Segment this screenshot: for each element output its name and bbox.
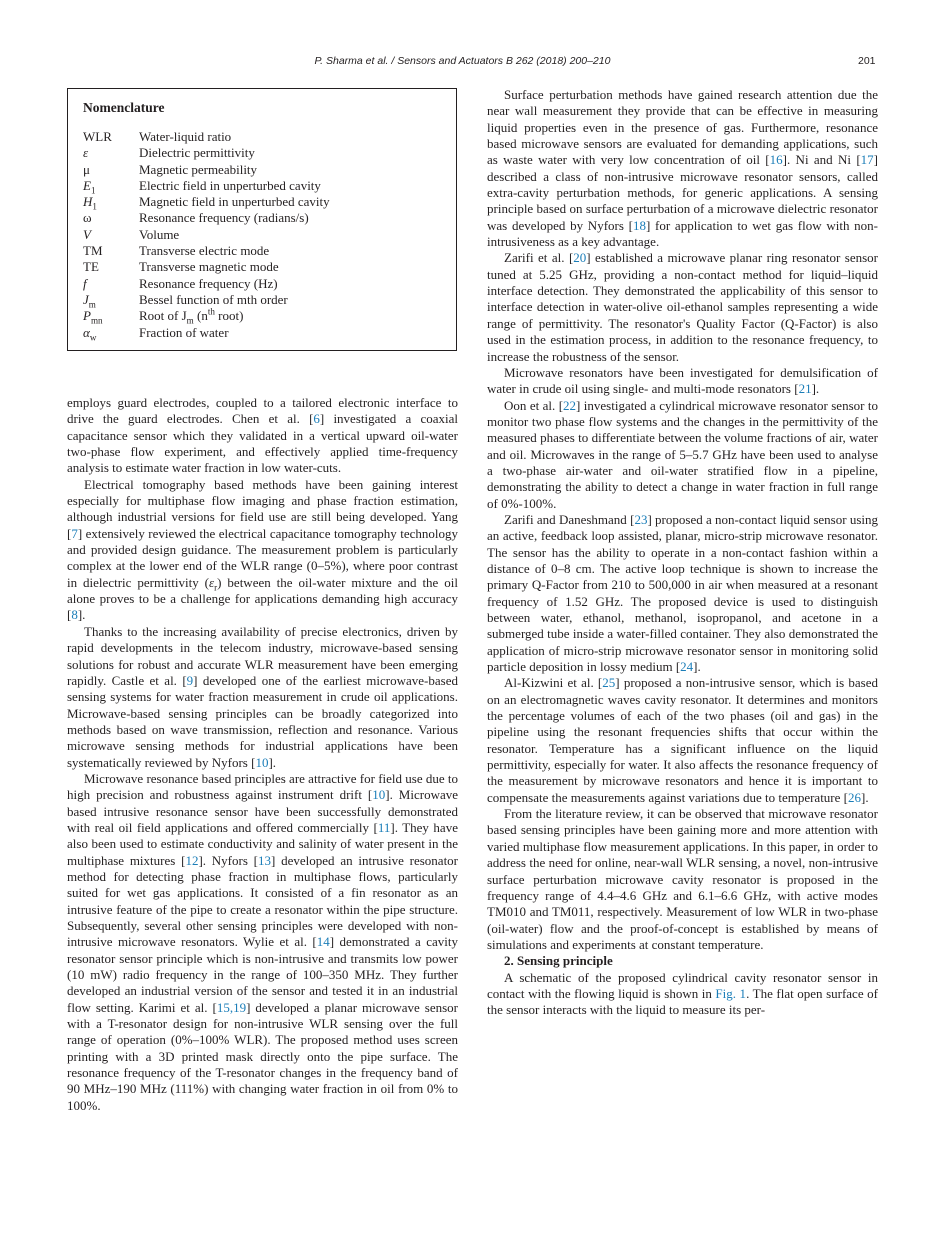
left-column xyxy=(67,395,458,1114)
text-run: TE xyxy=(83,259,99,275)
nomenclature-entry xyxy=(83,194,441,210)
nomenclature-entry xyxy=(83,178,441,194)
citation-link[interactable]: 22 xyxy=(563,397,577,413)
citation-link[interactable]: 24 xyxy=(680,659,694,675)
paragraph xyxy=(67,624,458,771)
text-run: ]. Nyfors [ xyxy=(198,852,259,868)
nomenclature-description xyxy=(139,308,243,324)
text-run: Electric field in unperturbed cavity xyxy=(139,177,321,193)
nomenclature-description xyxy=(139,325,229,341)
subscript: mn xyxy=(90,315,103,326)
subscript: m xyxy=(88,299,96,310)
nomenclature-entry xyxy=(83,227,441,243)
text-run: ] developed a planar microwave sensor with a T-resonator design for non-intrusive WLR sensing over the full range of operation (0%–100% WLR). The proposed method uses screen printing with a 3D printed mask directly onto the pipe surface. The resonance frequency of the T-resonator changes in the frequency band of 90 MHz–190 MHz (111%) with changing water fraction in oil from 0% to 100%. xyxy=(67,999,458,1113)
section-heading: 2. Sensing principle xyxy=(504,953,613,969)
text-run: Thanks to the increasing availability of precise electronics, driven by rapid developments in the telecom industry, microwave-based sensing solutions for robust and accurate WLR measurement have been emerging rapidly. Castle et al. [ xyxy=(67,623,458,688)
text-run: ]. xyxy=(811,381,820,397)
text-run: ] described a class of non-intrusive microwave resonator sensors, called extra-cavity perturbation methods, for generic applications. A sensing principle based on surface perturbation of a microwave dielectric resonator was developed by Nyfors [ xyxy=(487,152,878,233)
text-run: ]. xyxy=(77,607,86,623)
subscript: w xyxy=(89,332,97,343)
paragraph xyxy=(487,250,878,364)
text-run: Water-liquid ratio xyxy=(139,129,232,144)
text-run: Volume xyxy=(139,226,180,242)
paragraph xyxy=(487,512,878,675)
text-run: Microwave resonators have been investigated for demulsification of water in crude oil using single- and multi-mode resonators [ xyxy=(487,364,878,397)
citation-link[interactable]: 26 xyxy=(847,789,861,805)
paragraph xyxy=(67,477,458,624)
italic-symbol: ε xyxy=(83,145,89,161)
text-run: μ xyxy=(83,161,90,177)
citation-link[interactable]: 23 xyxy=(634,511,648,527)
nomenclature-description xyxy=(139,292,288,308)
paragraph xyxy=(67,771,458,1114)
nomenclature-entry xyxy=(83,259,441,275)
text-run: ] demonstrated a cavity resonator sensor principle which is non-intrusive and transmits low power (10 mW) radio frequency in the range of 100–350 MHz. They further developed an industrial version of the sensor and tested it in an industrial flow setting. Karimi et al. [ xyxy=(67,934,458,1015)
text-run: ]. They have also been used to estimate conductivity and salinity of water present in the multiphase mixtures [ xyxy=(67,819,458,868)
italic-symbol: H xyxy=(83,194,93,210)
italic-symbol: P xyxy=(83,308,91,324)
text-run: Microwave resonance based principles are attractive for field use due to high precision and robustness against instrument drift [ xyxy=(67,770,458,803)
paragraph xyxy=(67,395,458,477)
citation-link[interactable]: 13 xyxy=(258,852,272,868)
text-run: Magnetic permeability xyxy=(139,161,258,177)
paragraph xyxy=(487,675,878,806)
nomenclature-symbol xyxy=(83,210,139,226)
nomenclature-description xyxy=(139,178,321,194)
text-run: ] extensively reviewed the electrical capacitance tomography technology and provided design guidance. The measurement problem is particularly complex at the lower end of the WLR range (0–5%), where poor contrast in dielectric permittivity ( xyxy=(67,525,458,590)
text-run: ] established a microwave planar ring resonator sensor tuned at 5.25 GHz, providing a non-contact method for liquid–liquid interface detection. They demonstrated the applicability of this sensor to interface detection in water-olive oil-ethanol samples representing a wide range of permittivity. The resonator's Quality Factor (Q-Factor) is also used in the estimation process, in addition to the resonance frequency, to increase the robustness of the sensor. xyxy=(487,250,879,364)
nomenclature-entry xyxy=(83,276,441,292)
italic-symbol: ε xyxy=(209,574,215,590)
text-run: Root of J xyxy=(139,308,187,324)
nomenclature-title: Nomenclature xyxy=(83,100,165,115)
text-run: ]. Ni and Ni [ xyxy=(782,152,861,168)
citation-link[interactable]: 7 xyxy=(71,525,78,541)
italic-symbol: α xyxy=(83,324,90,340)
nomenclature-symbol xyxy=(83,145,139,161)
text-run: TM xyxy=(83,243,103,259)
paragraph xyxy=(487,806,878,953)
subscript: m xyxy=(186,315,194,326)
nomenclature-symbol xyxy=(83,325,139,341)
text-run: ] proposed a non-intrusive sensor, which is based on an electromagnetic waves cavity resonator. It determines and monitors the percentage volumes of each of the two phases (oil and gas) in the pipeline using the resonant frequencies shifts that occur within the resonator. Temperature has a significant influence on the liquid permittivity, especially for water. It also affects the resonance frequency of the measurement by microwave resonators and hence it is important to compensate the measurements against variations due to temperature [ xyxy=(487,675,878,805)
text-run: . The flat open surface of the sensor interacts with the liquid to measure its per- xyxy=(487,985,878,1018)
nomenclature-entry xyxy=(83,308,441,324)
superscript: th xyxy=(207,306,215,317)
italic-symbol: E xyxy=(83,177,91,193)
nomenclature-description xyxy=(139,162,257,178)
citation-link[interactable]: 15,19 xyxy=(216,999,247,1015)
text-run: ]. xyxy=(268,754,277,770)
nomenclature-entry xyxy=(83,129,441,145)
text-run: Magnetic field in unperturbed cavity xyxy=(139,194,330,210)
text-run: ]. Microwave based intrusive resonance sensor have been successfully demonstrated with real oil field applications and offered commercially [ xyxy=(67,787,458,835)
citation-link[interactable]: 8 xyxy=(71,607,78,623)
text-run: Transverse magnetic mode xyxy=(139,259,279,275)
text-run: employs guard electrodes, coupled to a tailored electronic interface to drive the guard electrodes. Chen et al. [ xyxy=(67,395,458,427)
nomenclature-symbol xyxy=(83,259,139,275)
nomenclature-description xyxy=(139,145,255,161)
nomenclature-symbol xyxy=(83,178,139,194)
text-run: Electrical tomography based methods have been gaining interest especially for multiphase flow imaging and phase fraction estimation, although industrial versions for field use are still being developed. Yang [ xyxy=(67,476,458,541)
text-run: A schematic of the proposed cylindrical cavity resonator sensor in contact with the flowing liquid is shown in xyxy=(487,969,878,1001)
citation-link[interactable]: 14 xyxy=(316,934,330,950)
right-column xyxy=(487,87,878,1019)
text-run: Fraction of water xyxy=(139,324,229,340)
text-run: ] investigated a cylindrical microwave resonator sensor to monitor two phase flow systems and the changes in the permittivity of the measured phases to differentiate between the volume fractions of air, water and oil. Microwaves in the range of 5–5.7 GHz have been used to analyse a two-phase air-water and oil-water stratified flow in a pipeline, demonstrating the ability to detect a change in water fraction in full range of 0%-100%. xyxy=(487,397,879,511)
nomenclature-description xyxy=(139,259,279,275)
citation-link[interactable]: 20 xyxy=(573,250,587,266)
nomenclature-description xyxy=(139,227,179,243)
text-run: Bessel function of mth order xyxy=(139,291,288,307)
citation-link[interactable]: 6 xyxy=(313,411,320,427)
nomenclature-description xyxy=(139,276,278,292)
citation-link[interactable]: 21 xyxy=(798,381,812,397)
nomenclature-list xyxy=(83,129,441,341)
italic-symbol: J xyxy=(83,291,89,307)
nomenclature-entry xyxy=(83,292,441,308)
citation-link[interactable]: 10 xyxy=(255,754,269,770)
citation-link[interactable]: 18 xyxy=(632,217,646,233)
text-run: ω xyxy=(83,210,92,226)
subscript: r xyxy=(214,582,218,593)
citation-link[interactable]: 17 xyxy=(860,152,874,168)
running-header: P. Sharma et al. / Sensors and Actuators B 262 (2018) 200–210 xyxy=(314,55,611,67)
text-run: Zarifi and Daneshmand [ xyxy=(504,511,635,527)
citation-link[interactable]: 25 xyxy=(602,675,616,691)
text-run: Resonance frequency (Hz) xyxy=(139,275,278,291)
citation-link[interactable]: Fig. 1 xyxy=(715,985,747,1001)
nomenclature-entry xyxy=(83,325,441,341)
text-run: Al-Kizwini et al. [ xyxy=(504,675,603,691)
citation-link[interactable]: 9 xyxy=(186,672,194,688)
text-run: root) xyxy=(214,308,244,324)
paragraph xyxy=(487,970,878,1019)
nomenclature-entry xyxy=(83,243,441,259)
text-run: Transverse electric mode xyxy=(139,243,270,259)
nomenclature-symbol xyxy=(83,227,139,243)
text-run: Surface perturbation methods have gained research attention due the near wall measurement they provide that can be effective in measuring liquid properties even in the presence of gas. Furthermore, resonance based microwave sensors are evaluated for demanding applications, such as waste water with very low concentration of oil [ xyxy=(487,87,878,168)
text-run: WLR xyxy=(83,129,112,144)
nomenclature-description xyxy=(139,129,231,145)
text-run: Resonance frequency (radians/s) xyxy=(139,210,309,226)
text-run: (n xyxy=(193,308,208,324)
text-run: ] for application to wet gas flow with non-intrusiveness as a key advantage. xyxy=(487,217,879,250)
text-run: ]. xyxy=(693,659,701,675)
italic-symbol: f xyxy=(83,275,87,291)
citation-link[interactable]: 12 xyxy=(185,852,199,868)
nomenclature-symbol xyxy=(83,276,139,292)
nomenclature-symbol xyxy=(83,308,139,324)
subscript: 1 xyxy=(90,185,96,196)
nomenclature-box xyxy=(67,88,457,351)
citation-link[interactable]: 10 xyxy=(372,787,386,803)
text-run: ] proposed a non-contact liquid sensor using an active, feedback loop assisted, planar, micro-strip microwave resonator. The sensor has the ability to operate in a non-contact fashion within a distance of 0–8 cm. The active loop technique is shown to increase the primary Q-Factor from 210 to 500,000 in air when measured at a resonant frequency of 1.52 GHz. The proposed device is used to distinguish between water, ethanol, methanol, isopropanol, and acetone in a submerged tube inside a water-filled container. They also demonstrated the application of micro-strip microwave resonator sensor in monitoring solid particle deposition in lossy medium [ xyxy=(487,511,879,675)
paragraph xyxy=(487,365,878,398)
nomenclature-description xyxy=(139,194,330,210)
text-run: Dielectric permittivity xyxy=(139,145,255,161)
nomenclature-description xyxy=(139,210,309,226)
text-run: ] developed an intrusive resonator method for detecting phase fraction in multiphase flows, particularly suited for wet gas applications. It consisted of a fin resonator as an intrusive feature of the pipe to create a resonator within the pipe structure. Subsequently, several other sensing principles were developed with non-intrusive microwave resonators. Wylie et al. [ xyxy=(67,852,459,950)
nomenclature-symbol xyxy=(83,162,139,178)
nomenclature-entry xyxy=(83,162,441,178)
page-number: 201 xyxy=(858,55,876,67)
text-run: ] investigated a coaxial capacitance sensor which they validated in a vertical upward oil-water two-phase flow experiment, and effectively applied time-frequency analysis to estimate water fraction in low water-cuts. xyxy=(67,411,458,476)
text-run: ] developed one of the earliest microwave-based sensing systems for water fraction measurement in crude oil applications. Microwave-based sensing principles can be broadly categorized into methods based on wave transmission, reflection and resonance. Various microwave sensing methods for industrial applications have been systematically reviewed by Nyfors [ xyxy=(67,672,458,770)
paragraph xyxy=(487,87,878,250)
italic-symbol: V xyxy=(83,226,91,242)
nomenclature-description xyxy=(139,243,269,259)
nomenclature-symbol xyxy=(83,194,139,210)
nomenclature-symbol xyxy=(83,292,139,308)
paragraph xyxy=(487,398,878,512)
nomenclature-entry xyxy=(83,145,441,161)
text-run: Zarifi et al. [ xyxy=(504,250,574,266)
text-run: ) between the oil-water mixture and the oil alone proves to be a challenge for applications demanding high accuracy [ xyxy=(67,574,458,623)
text-run: ]. xyxy=(860,789,869,805)
nomenclature-symbol xyxy=(83,129,139,145)
subscript: 1 xyxy=(92,201,97,212)
nomenclature-symbol xyxy=(83,243,139,259)
citation-link[interactable]: 16 xyxy=(769,152,783,168)
citation-link[interactable]: 11 xyxy=(377,819,391,835)
text-run: From the literature review, it can be observed that microwave resonator based sensing principles have been gaining more and more attention with varied multiphase flow measurement applications. In this paper, in order to address the need for online, near-wall WLR sensing, a novel, non-intrusive surface perturbation microwave cavity resonator is proposed in the frequency range of 4.4–4.6 GHz and 6.1–6.6 GHz, with active modes TM010 and TM011, respectively. Measurement of low WLR in two-phase (oil-water) flow and the proof-of-concept is established by means of simulations and experiments at constant temperature. xyxy=(487,806,878,952)
text-run: Oon et al. [ xyxy=(504,397,564,413)
nomenclature-entry xyxy=(83,210,441,226)
